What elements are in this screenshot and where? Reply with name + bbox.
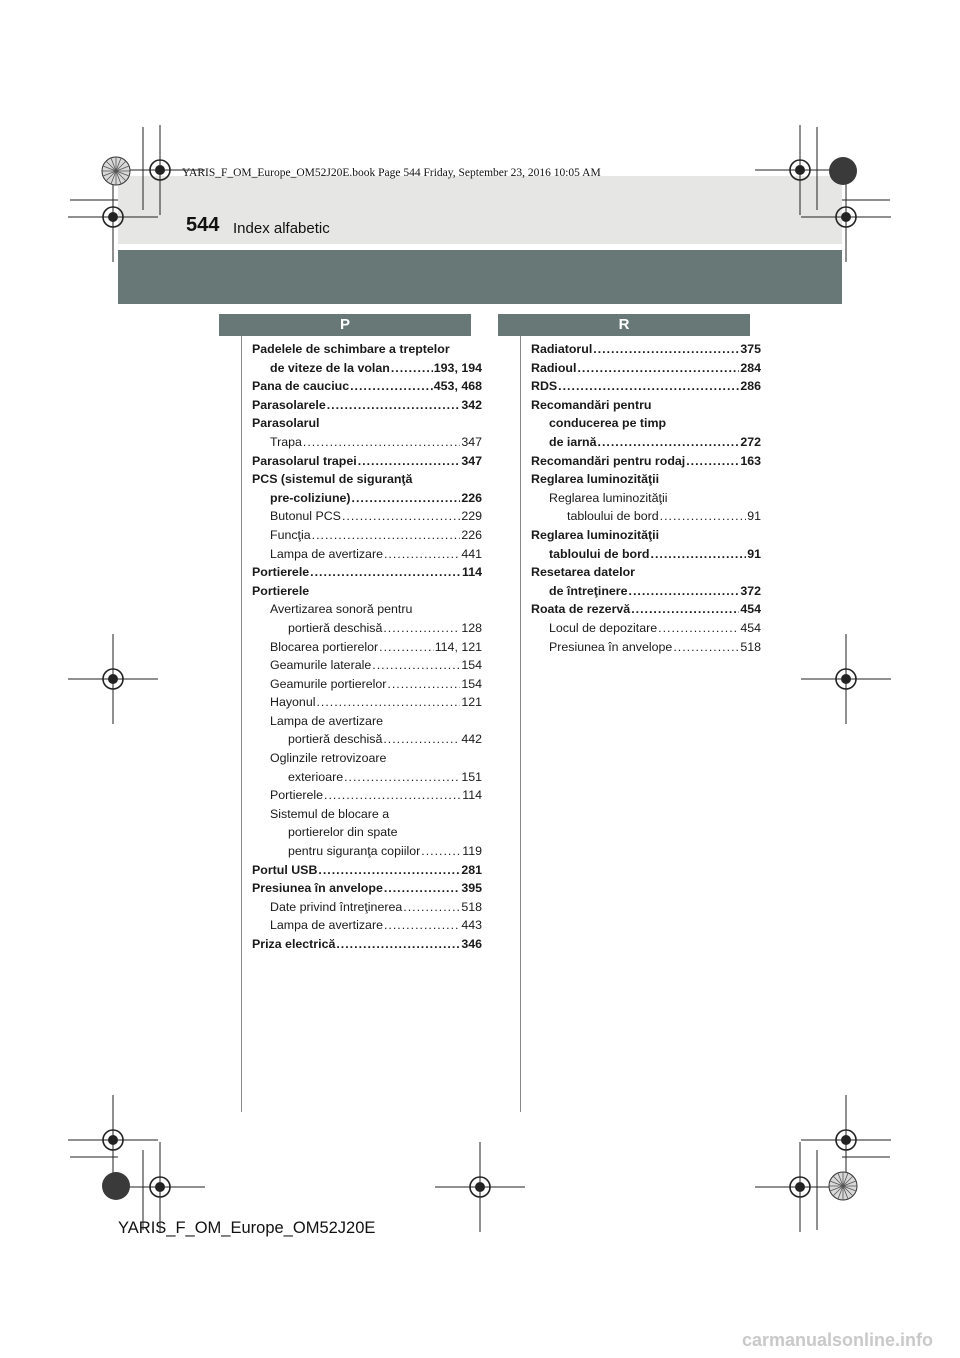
index-entry-page: 375 bbox=[740, 342, 761, 356]
index-entry-term: Lampa de avertizare bbox=[270, 546, 383, 561]
index-entry-term: Reglarea luminozităţii bbox=[531, 527, 660, 542]
watermark: carmanualsonline.info bbox=[742, 1330, 934, 1350]
index-entry-term: de iarnă bbox=[549, 434, 597, 449]
index-entry-page: 395 bbox=[461, 881, 482, 896]
index-entry-term: Locul de depozitare bbox=[549, 620, 658, 635]
index-entry-term: portieră deschisă bbox=[288, 620, 383, 635]
index-entry-term: Lampa de avertizare bbox=[270, 918, 383, 933]
index-entry-page: 272 bbox=[740, 434, 761, 449]
index-entry-page: 441 bbox=[461, 546, 482, 561]
index-entry-term: portieră deschisă bbox=[288, 732, 383, 747]
index-entry-page: 154 bbox=[461, 676, 482, 691]
index-entry-term: Presiunea în anvelope bbox=[252, 881, 383, 896]
index-entry-page: 163 bbox=[740, 453, 761, 468]
index-entry-term: Pana de cauciuc bbox=[252, 379, 350, 394]
index-entry-term: Butonul PCS bbox=[270, 509, 341, 524]
column-header-p: P bbox=[219, 314, 471, 336]
index-entry-page: 284 bbox=[740, 360, 761, 375]
index-entry-term: Parasolarele bbox=[252, 397, 326, 412]
index-entry-term: Hayonul bbox=[270, 695, 316, 710]
index-entry-term: Priza electrică bbox=[252, 937, 336, 951]
index-entry-term: Recomandări pentru rodaj bbox=[531, 453, 686, 468]
index-entry-page: 114 bbox=[462, 565, 482, 580]
index-entry-term: de întreţinere bbox=[549, 583, 628, 598]
index-entry-term: Recomandări pentru bbox=[531, 397, 652, 412]
index-entry-page: 229 bbox=[461, 509, 482, 524]
index-entry-page: 342 bbox=[461, 397, 482, 412]
index-entry-page: 226 bbox=[461, 490, 482, 505]
index-entry-term: Presiunea în anvelope bbox=[549, 639, 673, 654]
index-entry-page: 442 bbox=[461, 732, 482, 747]
index-entry-page: 454 bbox=[740, 620, 761, 635]
index-entry-term: Portierele bbox=[270, 788, 324, 803]
index-entry-term: portierelor din spate bbox=[288, 825, 398, 840]
index-entry-term: Reglarea luminozităţii bbox=[531, 472, 660, 487]
index-entry-term: Portul USB bbox=[252, 862, 318, 877]
index-entry-page: 128 bbox=[461, 620, 482, 635]
index-entry-page: 518 bbox=[740, 639, 761, 654]
index-entry-term: PCS (sistemul de siguranţă bbox=[252, 472, 413, 487]
index-entry-page: 91 bbox=[747, 546, 761, 561]
book-info: YARIS_F_OM_Europe_OM52J20E.book Page 544 Friday, September 23, 2016 10:05 AM bbox=[182, 167, 601, 179]
index-entry-page: 286 bbox=[740, 379, 761, 394]
index-entry-page: 346 bbox=[461, 937, 482, 951]
index-entry-page: 114 bbox=[462, 788, 482, 803]
index-entry-term: Resetarea datelor bbox=[531, 565, 635, 580]
index-entry-term: Parasolarul trapei bbox=[252, 453, 357, 468]
index-entry-term: Portierele bbox=[252, 565, 310, 580]
column-header-r: R bbox=[498, 314, 750, 336]
index-entry-term: tabloului de bord bbox=[567, 509, 659, 524]
index-entry-page: 454 bbox=[740, 602, 761, 617]
index-entry-page: 151 bbox=[461, 769, 482, 784]
index-entry-term: Geamurile portierelor bbox=[270, 676, 387, 691]
index-entry-term: Lampa de avertizare bbox=[270, 713, 383, 728]
index-entry-page: 518 bbox=[461, 899, 482, 914]
index-entry-term: Trapa bbox=[270, 434, 302, 449]
index-entry-term: Parasolarul bbox=[252, 416, 320, 431]
index-entry-page: 114, 121 bbox=[434, 639, 482, 654]
index-entry-term: Reglarea luminozităţii bbox=[549, 490, 668, 505]
index-entry-page: 154 bbox=[461, 658, 482, 673]
index-entry-term: tabloului de bord bbox=[549, 546, 650, 561]
footer-code: YARIS_F_OM_Europe_OM52J20E bbox=[118, 1219, 376, 1237]
index-entry-page: 119 bbox=[462, 844, 482, 859]
index-entry-page: 91 bbox=[747, 509, 761, 524]
index-entry-term: Portierele bbox=[252, 583, 310, 598]
index-entry-page: 443 bbox=[461, 918, 482, 933]
page-number: 544 bbox=[186, 214, 220, 236]
index-entry-term: RDS bbox=[531, 379, 558, 394]
registration-cross-icon bbox=[68, 125, 891, 1232]
index-entry-term: pre-coliziune) bbox=[270, 490, 351, 505]
section-title: Index alfabetic bbox=[233, 220, 330, 237]
index-entry-term: Funcţia bbox=[270, 527, 311, 542]
index-entry-term: Sistemul de blocare a bbox=[270, 806, 390, 821]
index-entry-term: Date privind întreţinerea bbox=[270, 899, 403, 914]
index-entry-page: 453, 468 bbox=[433, 379, 482, 394]
index-entry-page: 226 bbox=[461, 527, 482, 542]
index-entry-term: Radiatorul bbox=[531, 342, 593, 356]
index-entry-page: 281 bbox=[461, 862, 482, 877]
index-entry-term: pentru siguranţa copiilor bbox=[288, 844, 421, 859]
index-entry-term: Oglinzile retrovizoare bbox=[270, 751, 387, 766]
index-entry-term: Padelele de schimbare a treptelor bbox=[252, 342, 450, 356]
index-entry-term: Roata de rezervă bbox=[531, 602, 631, 617]
index-entry-page: 193, 194 bbox=[433, 360, 482, 375]
index-entry-page: 121 bbox=[461, 695, 482, 710]
index-entry-term: exterioare bbox=[288, 769, 344, 784]
registration-dot-icon bbox=[102, 157, 857, 1200]
registration-sun-icon bbox=[102, 157, 857, 1200]
index-entry-term: Geamurile laterale bbox=[270, 658, 372, 673]
index-entry-term: Blocarea portierelor bbox=[270, 639, 379, 654]
index-entry-page: 347 bbox=[461, 453, 482, 468]
index-entry-page: 347 bbox=[461, 434, 482, 449]
index-entry-page: 372 bbox=[740, 583, 761, 598]
index-entry-term: conducerea pe timp bbox=[549, 416, 667, 431]
index-entry-term: de viteze de la volan bbox=[270, 360, 390, 375]
index-entry-term: Radioul bbox=[531, 360, 577, 375]
index-entry-term: Avertizarea sonoră pentru bbox=[270, 602, 413, 617]
